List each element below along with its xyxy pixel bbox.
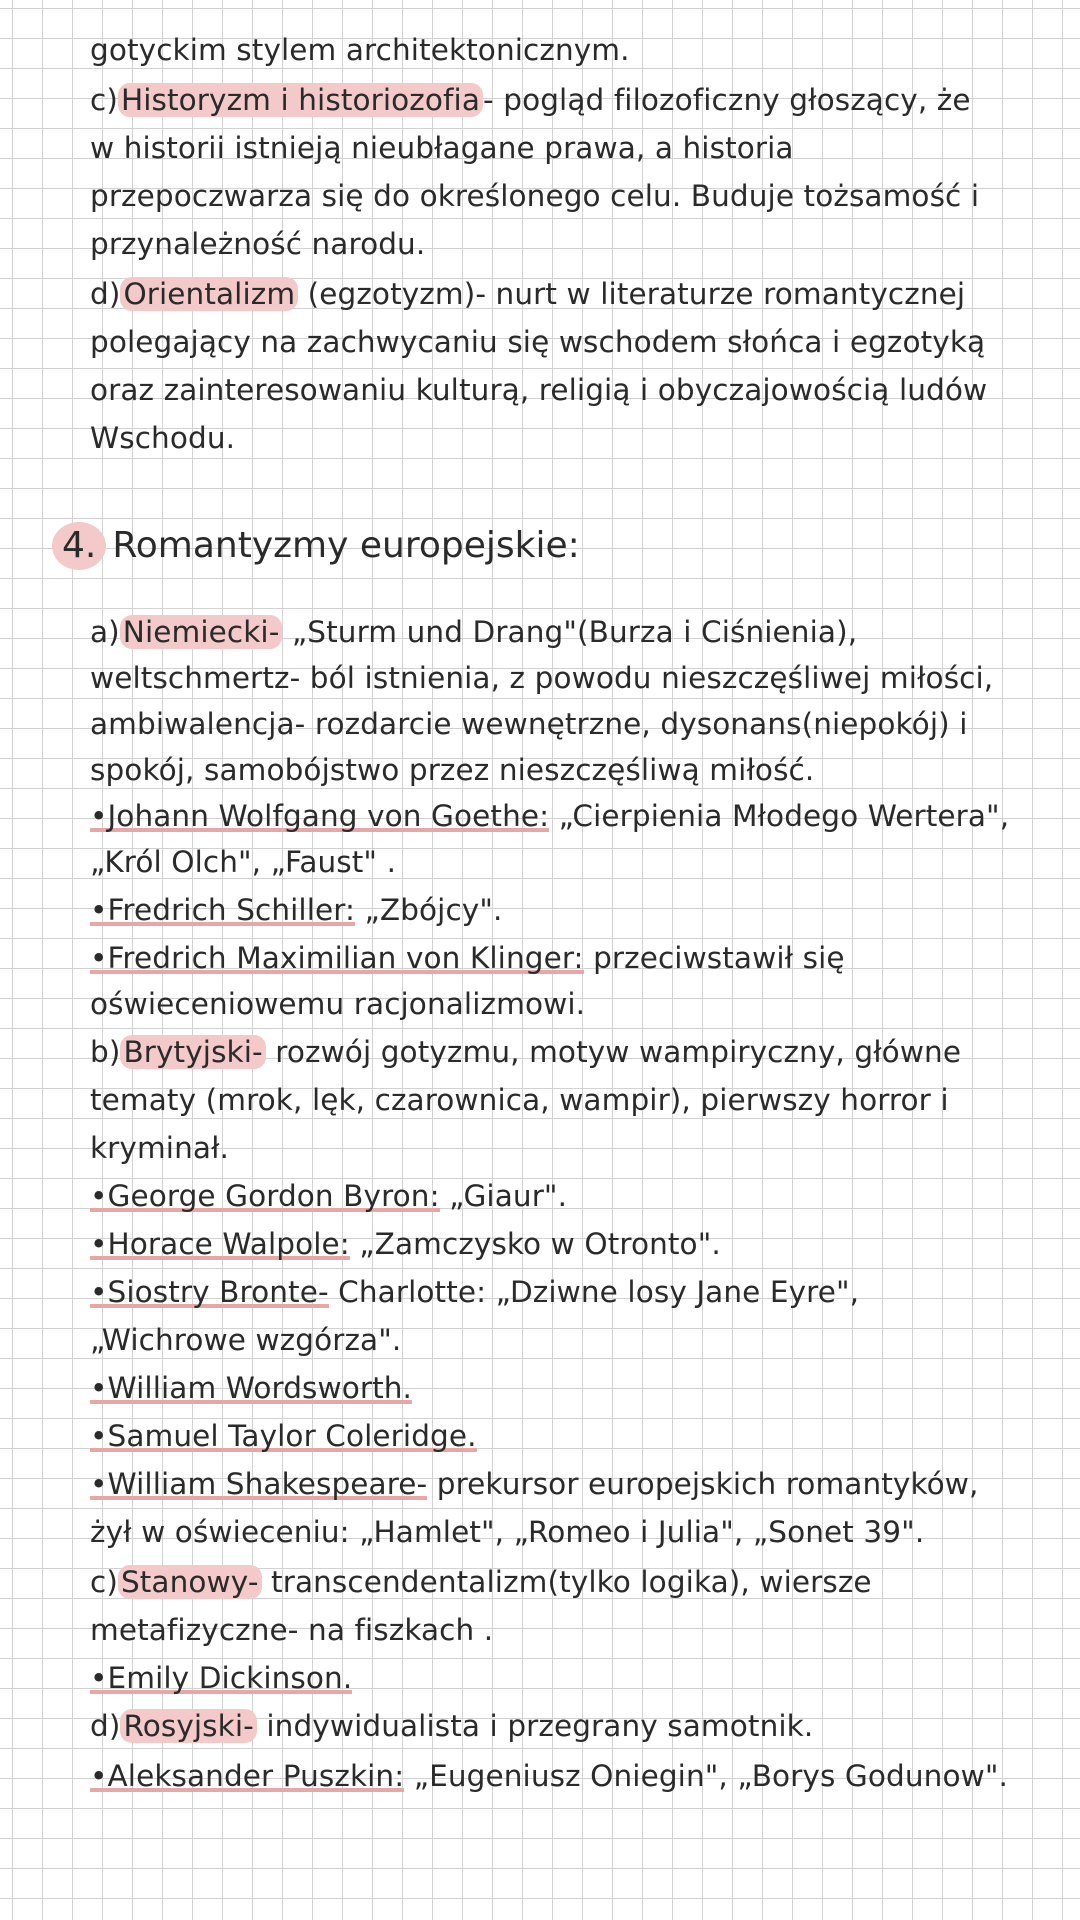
text: oświeceniowemu racjonalizmowi. [90,987,586,1021]
section-number: 4. [52,522,106,570]
item-label: b) [90,1035,121,1069]
author-bronte [90,1270,859,1314]
item-label: d) [90,1709,121,1743]
item-label: d) [90,277,121,311]
text-line [90,1510,924,1554]
text-line [90,1318,401,1362]
text-line [90,748,814,792]
item-d-orientalizm [90,272,965,316]
text: przeciwstawił się [583,941,845,975]
section-title: Romantyzmy europejskie: [112,525,580,566]
author-works: „Zamczysko w Otronto". [349,1227,721,1261]
text: przynależność narodu. [90,227,426,261]
text-line [90,126,794,170]
author-coleridge [90,1414,477,1458]
author-klinger [90,936,845,980]
text: oraz zainteresowaniu kulturą, religią i obyczajowością ludów [90,373,988,407]
text: rozwój gotyzmu, motyw wampiryczny, główne [265,1035,962,1069]
text: w historii istnieją nieubłagane prawa, a historia [90,131,794,165]
author-name: •Aleksander Puszkin: [90,1759,405,1793]
author-name: •Fredrich Schiller: [90,893,356,927]
author-goethe [90,794,1009,838]
author-works: żył w oświeceniu: „Hamlet", „Romeo i Julia", „Sonet 39". [90,1515,925,1549]
highlighted-term: Orientalizm [120,277,298,311]
text: transcendentalizm(tylko logika), wiersze [261,1565,872,1599]
text-line [90,656,993,700]
text-line [90,1078,949,1122]
text-line [90,1608,493,1652]
author-works: „Wichrowe wzgórza". [90,1323,402,1357]
author-name: •Emily Dickinson. [90,1661,353,1695]
text-line [90,28,630,72]
highlighted-term: Brytyjski- [120,1035,265,1069]
text: „Sturm und Drang"(Burza i Ciśnienia), [282,615,858,649]
author-name: •Siostry Bronte- [90,1275,329,1309]
highlighted-term: Niemiecki- [120,615,283,649]
author-name: •William Wordsworth. [90,1371,413,1405]
item-c-stanowy [90,1560,872,1604]
item-c-historyzm [90,78,971,122]
author-wordsworth [90,1366,412,1410]
author-schiller [90,888,503,932]
item-label: c) [90,1565,118,1599]
author-name: •Horace Walpole: [90,1227,350,1261]
author-dickinson [90,1656,352,1700]
text-line [90,416,235,460]
text: spokój, samobójstwo przez nieszczęśliwą miłość. [90,753,815,787]
text-line [90,840,396,884]
author-works: „Eugeniusz Oniegin", „Borys Godunow". [404,1759,1008,1793]
author-byron [90,1174,567,1218]
text: - pogląd filozoficzny głoszący, że [483,83,971,117]
item-d-rosyjski [90,1704,813,1748]
text: Wschodu. [90,421,236,455]
text: prekursor europejskich romantyków, [427,1467,979,1501]
text-line [90,1126,229,1170]
text-line [90,702,968,746]
author-name: •Johann Wolfgang von Goethe: [90,799,550,833]
item-label: c) [90,83,118,117]
highlighted-term: Stanowy- [118,1565,262,1599]
text: kryminał. [90,1131,230,1165]
text: (egzotyzm)- nurt w literaturze romantycznej [298,277,966,311]
section-heading [52,522,580,570]
text-line [90,368,987,412]
text: indywidualista i przegrany samotnik. [256,1709,814,1743]
author-name: •George Gordon Byron: [90,1179,440,1213]
text: metafizyczne- na fiszkach . [90,1613,494,1647]
author-name: •William Shakespeare- [90,1467,428,1501]
text-line [90,222,425,266]
author-works: „Król Olch", „Faust" . [90,845,397,879]
author-walpole [90,1222,721,1266]
author-name: •Fredrich Maximilian von Klinger: [90,941,584,975]
item-a-niemiecki [90,610,857,654]
author-puszkin [90,1754,1008,1798]
text-line [90,982,585,1026]
author-works: „Giaur". [439,1179,568,1213]
text: ambiwalencja- rozdarcie wewnętrzne, dysonans(niepokój) i [90,707,968,741]
author-works: „Cierpienia Młodego Wertera", [549,799,1010,833]
text: przepoczwarza się do określonego celu. Buduje tożsamość i [90,179,980,213]
text-line [90,174,979,218]
author-works: „Zbójcy". [355,893,503,927]
text: weltschmertz- ból istnienia, z powodu nieszczęśliwej miłości, [90,661,994,695]
item-b-brytyjski [90,1030,961,1074]
highlighted-term: Historyzm i historiozofia [118,83,483,117]
author-works: Charlotte: „Dziwne losy Jane Eyre", [328,1275,860,1309]
text: gotyckim stylem architektonicznym. [90,33,630,67]
author-name: •Samuel Taylor Coleridge. [90,1419,477,1453]
text: polegający na zachwycaniu się wschodem słońca i egzotyką [90,325,986,359]
author-shakespeare [90,1462,978,1506]
item-label: a) [90,615,120,649]
text-line [90,320,985,364]
highlighted-term: Rosyjski- [120,1709,256,1743]
text: tematy (mrok, lęk, czarownica, wampir), pierwszy horror i [90,1083,949,1117]
